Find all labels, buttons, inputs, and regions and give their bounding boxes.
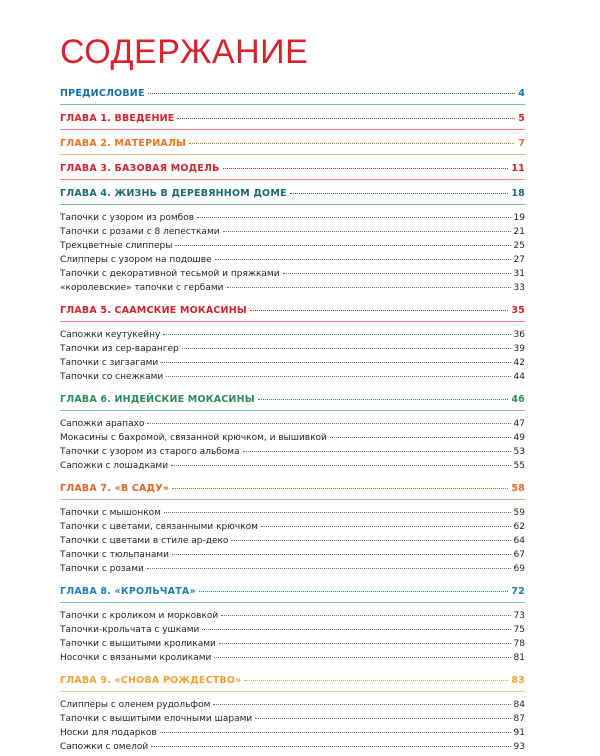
toc-chapter (60, 386, 525, 475)
entry-title: Носочки с вязаными кроликами (60, 653, 212, 663)
toc-entry[interactable] (60, 740, 525, 754)
toc-entry[interactable] (60, 239, 525, 253)
entry-title: Трехцветные слипперы (60, 241, 173, 251)
entry-page-number: 47 (513, 419, 525, 429)
toc-entry[interactable] (60, 370, 525, 384)
page-title: СОДЕРЖАНИЕ (60, 33, 309, 71)
table-of-contents (60, 80, 525, 756)
toc-entry[interactable] (60, 225, 525, 239)
dot-leader (227, 287, 511, 288)
chapter-page-number: 11 (511, 163, 525, 174)
entry-page-number: 36 (513, 330, 525, 340)
toc-chapter (60, 180, 525, 297)
chapter-rule (60, 499, 525, 500)
dot-leader (221, 615, 510, 616)
dot-leader (244, 680, 508, 681)
toc-entry[interactable] (60, 506, 525, 520)
chapter-page-number: 18 (511, 188, 525, 199)
toc-entry[interactable] (60, 281, 525, 295)
dot-leader (283, 273, 511, 274)
entry-title: Тапочки с цветами в стиле ар-деко (60, 536, 229, 546)
dot-leader (231, 540, 510, 541)
chapter-title: ГЛАВА 3. БАЗОВАЯ МОДЕЛЬ (60, 163, 220, 174)
entry-page-number: 84 (513, 700, 525, 710)
chapter-rule (60, 410, 525, 411)
chapter-title: ГЛАВА 9. «СНОВА РОЖДЕСТВО» (60, 675, 242, 686)
toc-entry[interactable] (60, 520, 525, 534)
dot-leader (258, 399, 509, 400)
dot-leader (147, 568, 511, 569)
chapter-page-number: 83 (511, 675, 525, 686)
entry-title: Тапочки с вышитыми елочными шарами (60, 714, 253, 724)
dot-leader (290, 193, 509, 194)
entry-page-number: 53 (513, 447, 525, 457)
chapter-page-number: 4 (518, 88, 525, 99)
toc-entry[interactable] (60, 637, 525, 651)
toc-entry[interactable] (60, 726, 525, 740)
chapter-rule (60, 691, 525, 692)
toc-entry[interactable] (60, 253, 525, 267)
toc-entry[interactable] (60, 712, 525, 726)
chapter-page-number: 7 (518, 138, 525, 149)
dot-leader (261, 526, 511, 527)
entry-title: Носки для подарков (60, 728, 157, 738)
entry-title: Тапочки с тюльпанами (60, 550, 169, 560)
entry-page-number: 33 (513, 283, 525, 293)
entry-title: Тапочки с декоративной тесьмой и пряжками (60, 269, 280, 279)
dot-leader (172, 554, 511, 555)
toc-entry[interactable] (60, 211, 525, 225)
entry-page-number: 87 (513, 714, 525, 724)
toc-entry[interactable] (60, 534, 525, 548)
toc-entry[interactable] (60, 328, 525, 342)
entry-title: Тапочки с вышитыми кроликами (60, 639, 216, 649)
chapter-title: ГЛАВА 6. ИНДЕЙСКИЕ МОКАСИНЫ (60, 394, 255, 405)
chapter-rule (60, 321, 525, 322)
dot-leader (214, 657, 510, 658)
toc-entry[interactable] (60, 445, 525, 459)
entry-page-number: 81 (513, 653, 525, 663)
dot-leader (199, 591, 509, 592)
entry-title: Тапочки с розами с 8 лепестками (60, 227, 220, 237)
entry-title: Сапожки арапахо (60, 419, 145, 429)
dot-leader (219, 643, 511, 644)
dot-leader (223, 168, 509, 169)
dot-leader (171, 465, 510, 466)
entry-page-number: 78 (513, 639, 525, 649)
toc-chapter (60, 105, 525, 130)
entry-page-number: 91 (513, 728, 525, 738)
dot-leader (160, 732, 511, 733)
entry-title: Сапожки с лошадками (60, 461, 169, 471)
chapter-rule (60, 602, 525, 603)
chapter-page-number: 46 (511, 394, 525, 405)
entry-title: Тапочки-крольчата с ушками (60, 625, 200, 635)
toc-entry[interactable] (60, 267, 525, 281)
entry-page-number: 59 (513, 508, 525, 518)
chapter-page-number: 35 (511, 305, 525, 316)
entry-title: Тапочки с узором из ромбов (60, 213, 195, 223)
toc-chapter (60, 155, 525, 180)
chapter-rule (60, 204, 525, 205)
dot-leader (177, 118, 515, 119)
dot-leader (164, 512, 511, 513)
dot-leader (223, 231, 511, 232)
chapter-page-number: 72 (511, 586, 525, 597)
toc-chapter (60, 80, 525, 105)
entry-title: Тапочки из сер-варангер (60, 344, 179, 354)
dot-leader (166, 376, 510, 377)
entry-page-number: 64 (513, 536, 525, 546)
toc-chapter (60, 297, 525, 386)
chapter-title: ГЛАВА 7. «В САДУ» (60, 483, 170, 494)
entry-title: Мокасины с бахромой, связанной крючком, и вышивкой (60, 433, 327, 443)
entry-title: Тапочки с цветами, связанными крючком (60, 522, 258, 532)
entry-page-number: 49 (513, 433, 525, 443)
entry-title: Тапочки с зигзагами (60, 358, 159, 368)
entry-title: Сапожки кеутукейну (60, 330, 161, 340)
chapter-title: ГЛАВА 5. СААМСКИЕ МОКАСИНЫ (60, 305, 247, 316)
toc-entry[interactable] (60, 342, 525, 356)
toc-entry[interactable] (60, 698, 525, 712)
toc-chapter (60, 130, 525, 155)
dot-leader (182, 348, 511, 349)
entry-title: Слипперы с узором на подошве (60, 255, 212, 265)
entry-page-number: 55 (513, 461, 525, 471)
dot-leader (202, 629, 510, 630)
entry-page-number: 67 (513, 550, 525, 560)
toc-entry[interactable] (60, 609, 525, 623)
entry-title: Тапочки со снежками (60, 372, 164, 382)
dot-leader (243, 451, 511, 452)
entry-title: Слипперы с оленем рудольфом (60, 700, 211, 710)
chapter-title: ПРЕДИСЛОВИЕ (60, 88, 145, 99)
entry-title: Тапочки с розами (60, 564, 144, 574)
entry-page-number: 93 (513, 742, 525, 752)
entry-page-number: 75 (513, 625, 525, 635)
dot-leader (330, 437, 511, 438)
entry-page-number: 62 (513, 522, 525, 532)
entry-title: Сапожки с омелой (60, 742, 149, 752)
entry-title: Тапочки с кроликом и морковкой (60, 611, 219, 621)
dot-leader (163, 334, 510, 335)
chapter-title: ГЛАВА 8. «КРОЛЬЧАТА» (60, 586, 196, 597)
toc-chapter (60, 578, 525, 667)
dot-leader (147, 423, 510, 424)
chapter-title: ГЛАВА 1. ВВЕДЕНИЕ (60, 113, 175, 124)
entry-page-number: 44 (513, 372, 525, 382)
dot-leader (197, 217, 511, 218)
toc-entry[interactable] (60, 459, 525, 473)
toc-entry[interactable] (60, 417, 525, 431)
entry-page-number: 31 (513, 269, 525, 279)
dot-leader (255, 718, 510, 719)
entry-page-number: 69 (513, 564, 525, 574)
dot-leader (175, 245, 510, 246)
entry-page-number: 42 (513, 358, 525, 368)
dot-leader (189, 143, 515, 144)
entry-title: Тапочки с узором из старого альбома (60, 447, 240, 457)
chapter-title: ГЛАВА 4. ЖИЗНЬ В ДЕРЕВЯННОМ ДОМЕ (60, 188, 287, 199)
toc-chapter (60, 667, 525, 756)
chapter-page-number: 5 (518, 113, 525, 124)
toc-entry[interactable] (60, 431, 525, 445)
entry-page-number: 25 (513, 241, 525, 251)
chapter-title: ГЛАВА 2. МАТЕРИАЛЫ (60, 138, 187, 149)
dot-leader (151, 746, 510, 747)
dot-leader (250, 310, 508, 311)
entry-title: Тапочки с мышонком (60, 508, 161, 518)
dot-leader (161, 362, 510, 363)
dot-leader (148, 93, 516, 94)
dot-leader (172, 488, 508, 489)
toc-chapter (60, 475, 525, 578)
entry-page-number: 27 (513, 255, 525, 265)
toc-entry[interactable] (60, 651, 525, 665)
toc-entry[interactable] (60, 562, 525, 576)
dot-leader (215, 259, 511, 260)
entry-title: «королевские» тапочки с гербами (60, 283, 224, 293)
entry-page-number: 39 (513, 344, 525, 354)
dot-leader (213, 704, 510, 705)
chapter-page-number: 58 (511, 483, 525, 494)
entry-page-number: 73 (513, 611, 525, 621)
entry-page-number: 19 (513, 213, 525, 223)
toc-entry[interactable] (60, 623, 525, 637)
toc-entry[interactable] (60, 548, 525, 562)
toc-entry[interactable] (60, 356, 525, 370)
entry-page-number: 21 (513, 227, 525, 237)
